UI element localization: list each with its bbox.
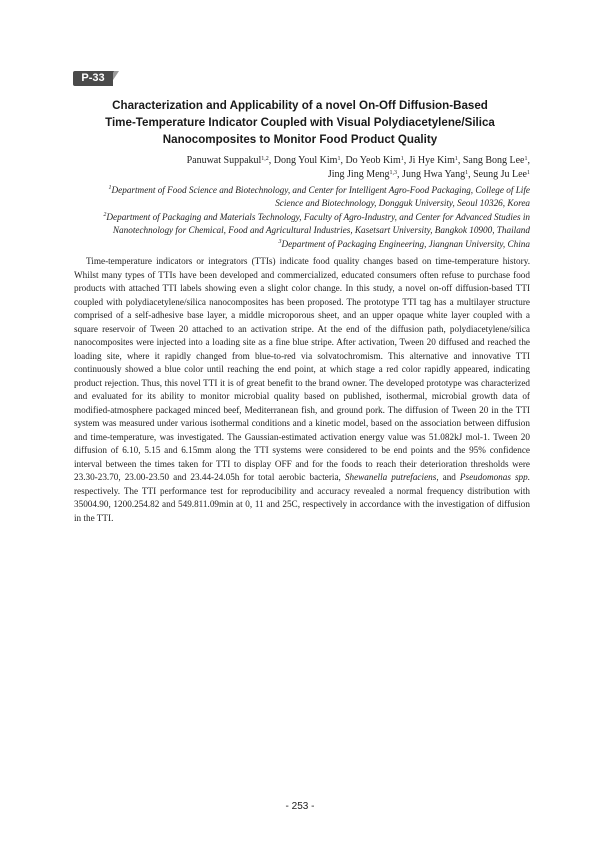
affiliation-1-line-2: Science and Biotechnology, Dongguk University, Seoul 10326, Korea — [275, 198, 530, 209]
affiliation-3-line-1 — [60, 238, 530, 251]
affiliation-sup: 1 — [108, 185, 112, 191]
affiliation-text: Department of Packaging Engineering, Jiangnan University, China — [281, 238, 530, 249]
author-name: , Ji Hye Kim — [403, 155, 455, 166]
author-name: , Jung Hwa Yang — [397, 169, 466, 180]
abstract-italic-species: Pseudomonas spp. — [459, 472, 531, 482]
affiliation-text: Department of Food Science and Biotechnology, and Center for Intelligent Agro-Food Packaging, College of Life — [111, 185, 530, 195]
affiliation-sup: 2 — [103, 211, 107, 218]
abstract-text: , and — [436, 472, 460, 482]
author-affil-sup: 1 — [400, 156, 404, 162]
abstract-text: respectively. The TTI performance test for reproducibility and accuracy revealed a normal frequency distribution with 35004.90, 1200.254.82 and 549.811.09min at 0, 11 and 25C, respectively in accordance with the investigation of diffusion in the TTI. — [74, 485, 530, 523]
affiliation-text: Department of Packaging and Materials Technology, Faculty of Agro-Industry, and Center for Advanced Studies in — [106, 211, 530, 222]
poster-number-badge — [73, 71, 121, 86]
affiliation-1-line-1 — [60, 184, 530, 197]
author-affil-sup: 1 — [524, 156, 528, 162]
author-affil-sup: 1 — [465, 170, 469, 176]
affiliation-2-line-1 — [60, 211, 530, 224]
author-name: , Sang Bong Lee — [457, 155, 525, 166]
title-line-3: Nanocomposites to Monitor Food Product Quality — [162, 133, 438, 146]
title-line-2: Time-Temperature Indicator Coupled with Visual Polydiacetylene/Silica — [105, 116, 495, 129]
author-name: , Seung Ju Lee — [468, 169, 527, 180]
author-name: , Do Yeob Kim — [340, 155, 401, 166]
author-list — [110, 154, 530, 182]
author-line-1 — [110, 154, 530, 168]
author-separator: , — [527, 155, 530, 166]
affiliation-list — [60, 184, 530, 251]
author-affil-sup: 1 — [527, 170, 530, 176]
author-affil-sup: 1,2 — [261, 156, 269, 162]
affiliation-sup: 3 — [278, 238, 282, 245]
author-affil-sup: 1 — [454, 156, 458, 162]
abstract-italic-species: Shewanella putrefaciens — [344, 472, 437, 482]
author-name: Jing Jing Meng — [327, 169, 390, 180]
abstract-text: Time-temperature indicators or integrators (TTIs) indicate food quality changes based on time-temperature history. Whilst many types of TTIs have been developed and commercialized, educated consumers often refuse to purchase food products with attached TTI labels showing even a slight color change. In this study, a novel on-off diffusion-based TTI coupled with polydiacetylene/silica nanocomposites has been proposed. The prototype TTI tag has a multilayer structure comprised of a self-adhesive base layer, a middle microporous sheet, and an upper opaque white layer coupled with a square reservoir of Tween 20 attached to an activation stripe. At the end of the diffusion path, polydiacetylene/silica nanocomposites were injected into a loading site as a fine blue stripe. After activation, Tween 20 diffused and reached the loading site, where it rapidly changed from blue-to-red via solvatochromism. This alternative and innovative TTI continuously showed a blue color until reaching the end point, at which stage a red color rapidly appeared, indicating product rejection. Thus, this novel TTI it is of great benefit to the brand owner. The developed prototype was characterized and evaluated for its ability to monitor microbial quality based on published, isothermal, microbial growth data of modified-atmosphere packaged minced beef, Mediterranean fish, and ground pork. The diffusion of Tween 20 in the TTI system was measured under various isothermal conditions and a kinetic model, based on the association between diffusion and time-temperature, was investigated. The Gaussian-estimated activation energy value was 51.082kJ mol-1. Tween 20 diffusion of 6.10, 5.15 and 6.15mm along the TTI systems were considered to be end points and the 95% confidence interval between the times taken for TTI to display OFF and for the foods to reach their deterioration thresholds were 23.30-23.70, 23.00-23.50 and 23.44-24.05h for total aerobic bacteria, — [74, 256, 530, 482]
author-name: , Dong Youl Kim — [268, 155, 338, 166]
affiliation-2-line-2: Nanotechnology for Chemical, Food and Agricultural Industries, Kasetsart University, Bangkok 10900, Thailand — [112, 225, 530, 236]
title-line-1: Characterization and Applicability of a novel On-Off Diffusion-Based — [112, 99, 488, 112]
page-number: - 253 - — [285, 801, 315, 812]
abstract-body — [74, 255, 530, 525]
author-line-2 — [110, 168, 530, 182]
paper-title — [60, 97, 540, 148]
badge-label: P-33 — [73, 71, 113, 86]
author-affil-sup: 1 — [337, 156, 341, 162]
author-name: Panuwat Suppakul — [186, 155, 262, 166]
author-affil-sup: 1,3 — [389, 170, 398, 176]
